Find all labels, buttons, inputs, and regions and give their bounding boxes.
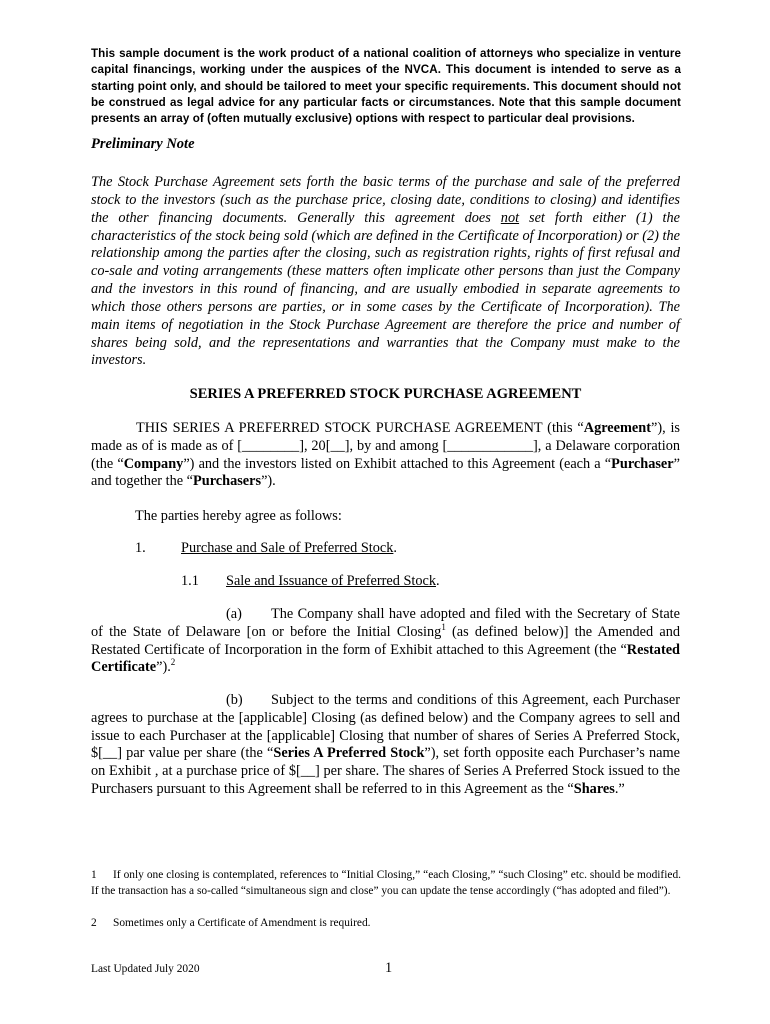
defined-term-series-a: Series A Preferred Stock (273, 745, 425, 762)
parties-agree-text: The parties hereby agree as follows: (135, 508, 342, 524)
defined-term-purchaser: Purchaser (611, 455, 674, 472)
preliminary-note-title: Preliminary Note (91, 136, 195, 152)
paragraph-b-text-2: ”), set forth opposite each Purchaser’s name on Exhibit , at a purchase price of $[__] per share. The shares of Series A Preferred Stock issued to the Purchasers pursuant to this Agreement shall be referred to in this Agreement as the “ (91, 745, 680, 797)
section-1-1-heading (181, 573, 440, 590)
intro-text-2: ”), is made as of is made as of [________], 20[__], by and among [____________], a Delaware corporation (the “ (91, 420, 680, 472)
footnote-2-text: Sometimes only a Certificate of Amendment is required. (113, 917, 371, 929)
footnote-2-number: 2 (91, 917, 97, 929)
defined-term-shares: Shares (573, 780, 615, 797)
intro-text-1: THIS SERIES A PREFERRED STOCK PURCHASE AGREEMENT (this “ (136, 420, 584, 436)
footnote-1 (91, 867, 681, 899)
section-1-period: . (393, 540, 397, 556)
paragraph-b-label: (b) (226, 692, 243, 708)
section-1-1-period: . (436, 573, 440, 589)
footnote-ref-2[interactable]: 2 (170, 657, 176, 668)
preliminary-note-body (91, 174, 680, 370)
footnote-1-number: 1 (91, 869, 97, 881)
paragraph-a-label: (a) (226, 606, 242, 622)
preliminary-note-text-2: set forth either (1) the characteristics of the stock being sold (which are defined in the Certificate of Incorporation) or (2) the relationship among the parties after the closing, such as registration rights, rights of first refusal and co-sale and voting arrangements (these matters often implicate other persons than just the Company and the investors in this round of financing, and are usually embodied in separate agreements to which those others persons are parties, or in some cases by the Certificate of Incorporation). The main items of negotiation in the Stock Purchase Agreement are therefore the price and number of shares being sold, and the representations and warranties that the Company must make to the investors. (91, 209, 680, 369)
paragraph-a-text-2: (as defined below)] the Amended and Restated Certificate of Incorporation in the form of Exhibit attached to this Agreement (the “ (91, 623, 680, 658)
defined-term-purchasers: Purchasers (193, 473, 262, 490)
section-1-1-title: Sale and Issuance of Preferred Stock (226, 573, 437, 589)
intro-text-3: ”) and the investors listed on Exhibit attached to this Agreement (each a “ (183, 455, 612, 472)
disclaimer-text: This sample document is the work product of a national coalition of attorneys who specialize in venture capital financings, working under the auspices of the NVCA. This document is intended to serve as a starting point only, and should be tailored to meet your specific requirements. This document should not be construed as legal advice for any particular facts or circumstances. Note that this sample document presents an array of (often mutually exclusive) options with respect to particular deal provisions. (91, 47, 681, 126)
document-title: SERIES A PREFERRED STOCK PURCHASE AGREEMENT (189, 386, 582, 402)
defined-term-agreement: Agreement (583, 420, 651, 436)
section-1-number: 1. (135, 540, 146, 556)
footnote-ref-1[interactable]: 1 (441, 622, 446, 633)
footer-page-number: 1 (385, 960, 393, 976)
preliminary-note-not: not (500, 209, 520, 226)
preliminary-note-text-1: The Stock Purchase Agreement sets forth the basic terms of the purchase and sale of the preferred stock to the investors (such as the purchase price, closing date, conditions to closing) and identifies the other financing documents. Generally this agreement does (91, 174, 680, 226)
paragraph-a-text-1: The Company shall have adopted and filed with the Secretary of State of the State of Delaware [on or before the Initial Closing (91, 606, 680, 640)
section-1-1-number: 1.1 (181, 573, 199, 589)
paragraph-b-text-3: .” (614, 780, 625, 797)
paragraph-a-text-3: ”). (156, 659, 171, 676)
section-1-title: Purchase and Sale of Preferred Stock (181, 540, 394, 556)
section-1-heading (135, 540, 397, 557)
intro-text-4: ” and together the “ (91, 455, 680, 490)
footnote-1-text: If only one closing is contemplated, references to “Initial Closing,” “each Closing,” “such Closing” etc. should be modified. If the transaction has a so-called “simultaneous sign and close” you can update the tense accordingly (“has adopted and filed”). (91, 869, 681, 898)
paragraph-b-text-1: Subject to the terms and conditions of this Agreement, each Purchaser agrees to purchase at the [applicable] Closing (as defined below) and the Company agrees to sell and issue to each Purchaser at the [applicable] Closing that number of shares of Series A Preferred Stock, $[__] par value per share (the “ (91, 692, 680, 762)
intro-text-5: ”). (261, 473, 276, 490)
footer-last-updated: Last Updated July 2020 (91, 963, 200, 975)
intro-paragraph (91, 420, 680, 491)
defined-term-company: Company (123, 455, 184, 472)
footnote-2 (91, 915, 681, 931)
paragraph-a (91, 606, 680, 677)
paragraph-b (91, 692, 680, 799)
defined-term-restated-certificate: Restated Certificate (91, 641, 680, 676)
